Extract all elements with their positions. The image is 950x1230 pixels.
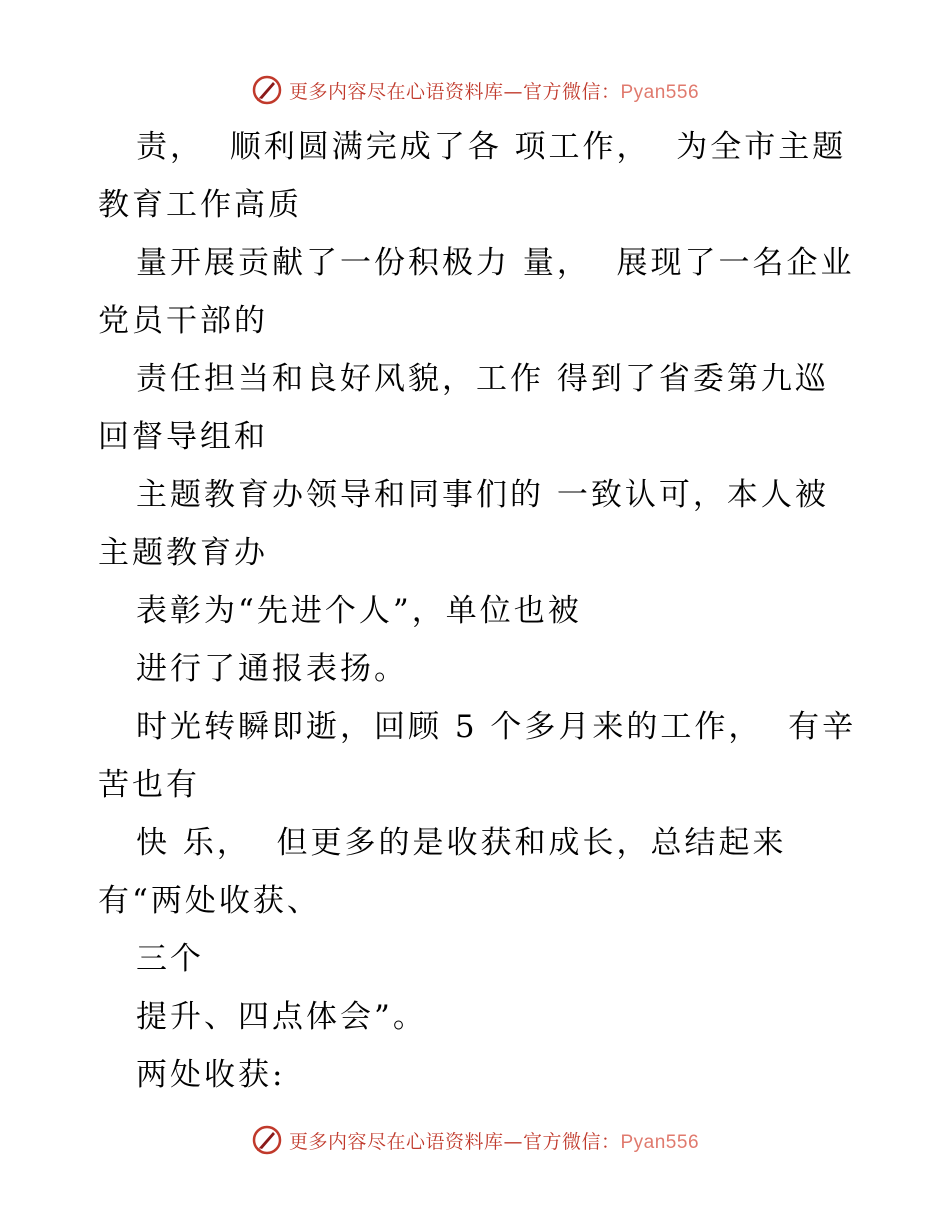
text-line: 有“两处收获、	[98, 883, 321, 919]
site-name: 更多内容尽在心语资料库	[288, 1130, 504, 1153]
text-line: 进行了通报表扬。	[136, 651, 408, 687]
text-line: 主题教育办领导和同事们的 一致认可，本人被	[136, 477, 829, 513]
document-body	[98, 118, 858, 1104]
watermark-text	[289, 77, 699, 104]
feather-pen-logo-icon	[251, 1124, 283, 1156]
wechat-id: Pyan556	[620, 1131, 700, 1153]
text-line: 回督导组和	[98, 419, 268, 455]
text-line: 表彰为“先进个人”，单位也被	[136, 593, 582, 629]
wechat-label: 官方微信：	[522, 1130, 621, 1153]
site-name: 更多内容尽在心语资料库	[288, 80, 504, 103]
text-line: 量开展贡献了一份积极力 量， 展现了一名企业	[136, 245, 855, 281]
text-line: 快 乐， 但更多的是收获和成长，总结起来	[136, 825, 787, 861]
text-line: 教育工作高质	[98, 187, 302, 223]
text-line: 党员干部的	[98, 303, 268, 339]
text-line: 时光转瞬即逝，回顾 5 个多月来的工作， 有辛	[136, 709, 857, 745]
text-line: 三个	[136, 941, 204, 977]
text-line: 苦也有	[98, 767, 200, 803]
separator: —	[503, 1130, 523, 1153]
footer-watermark-banner	[0, 1120, 950, 1160]
wechat-id: Pyan556	[620, 81, 700, 103]
text-line: 主题教育办	[98, 535, 268, 571]
text-line: 责任担当和良好风貌，工作 得到了省委第九巡	[136, 361, 829, 397]
text-line: 责， 顺利圆满完成了各 项工作， 为全市主题	[136, 129, 847, 165]
watermark-text	[289, 1127, 699, 1154]
text-line: 两处收获:	[136, 1057, 286, 1093]
header-watermark-banner	[0, 70, 950, 110]
wechat-label: 官方微信：	[522, 80, 621, 103]
feather-pen-logo-icon	[251, 74, 283, 106]
text-line: 提升、四点体会”。	[136, 999, 427, 1035]
separator: —	[503, 80, 523, 103]
